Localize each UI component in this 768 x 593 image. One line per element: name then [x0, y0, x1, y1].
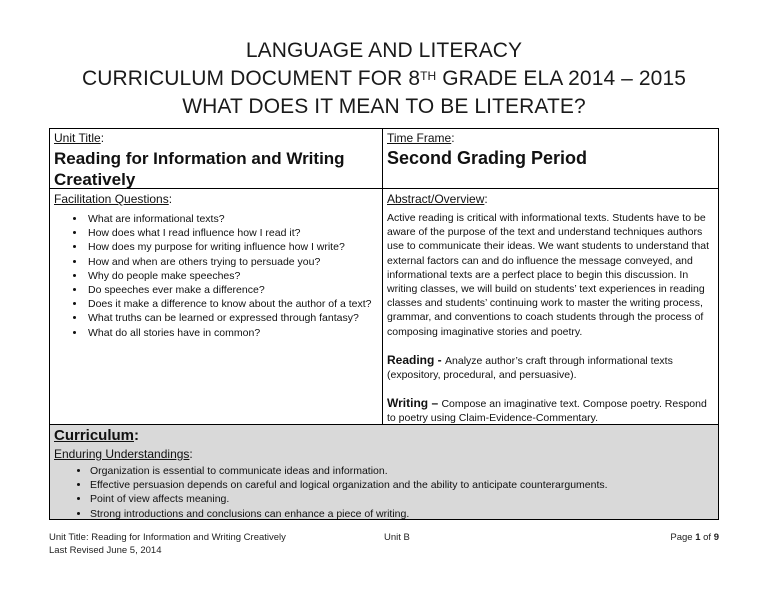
footer-page-number: Page 1 of 9 [670, 532, 719, 543]
unit-title-cell [54, 131, 378, 190]
question-item: • Do speeches ever make a difference? [86, 283, 376, 297]
question-item: • How does what I read influence how I read it? [86, 226, 376, 240]
question-item: • Why do people make speeches? [86, 269, 376, 283]
doc-title-line2 [0, 65, 768, 92]
understanding-item: • Organization is essential to communicate ideas and information. [90, 464, 714, 478]
time-frame-cell [387, 131, 715, 169]
understanding-item: • Effective persuasion depends on careful and logical organization and the ability to anticipate counterarguments. [90, 478, 714, 492]
enduring-understandings-label: Enduring Understandings: [54, 447, 193, 461]
reading-text: Analyze author’s craft through informational texts (expository, procedural, and persuasive). [387, 354, 673, 382]
reading-label: Reading - [387, 352, 446, 367]
footer-left [49, 531, 286, 557]
facilitation-list [54, 212, 376, 340]
unit-title-value: Reading for Information and Writing Creatively [54, 149, 345, 189]
overview-text: Active reading is critical with informational texts. Students have to be aware of the purpose of the text and understand techniques authors use to communicate their ideas. We want students to understand that external factors can and do influence the message conveyed, and informational texts are a perfect place to begin this discussion. In writing classes, we will build on students’ text experiences in reading classes and students’ continuing work to master the writing process, grammar, and conventions to coach students through the process of composing imaginative stories and poetry. [387, 212, 709, 338]
footer-unit: Unit B [384, 532, 410, 543]
understanding-item: • Point of view affects meaning. [90, 492, 714, 506]
unit-title-label: Unit Title: [54, 131, 105, 145]
question-item: • What do all stories have in common? [86, 326, 376, 340]
doc-title-line3: WHAT DOES IT MEAN TO BE LITERATE? [182, 95, 586, 118]
curriculum-cell [54, 427, 714, 521]
question-item: • What truths can be learned or expressed through fantasy? [86, 311, 376, 325]
facilitation-label: Facilitation Questions: [54, 192, 173, 206]
question-item: • How and when are others trying to persuade you? [86, 255, 376, 269]
title-superscript: TH [420, 69, 437, 83]
time-frame-value: Second Grading Period [387, 148, 588, 168]
curriculum-heading: Curriculum: [54, 427, 140, 444]
facilitation-questions-cell [54, 192, 376, 340]
title-line2-rest: GRADE ELA 2014 – 2015 [436, 67, 687, 90]
question-item: • What are informational texts? [86, 212, 376, 226]
overview-cell [387, 192, 715, 426]
reading-focus [387, 353, 715, 382]
writing-label: Writing – [387, 396, 442, 411]
understanding-item: • Strong introductions and conclusions can enhance a piece of writing. [90, 507, 714, 521]
writing-text: Compose an imaginative text. Compose poetry. Respond to poetry using Claim-Evidence-Commentary. [387, 398, 707, 425]
doc-title-line1: LANGUAGE AND LITERACY [245, 39, 523, 62]
writing-focus [387, 396, 715, 425]
footer-unit-title: Unit Title: Reading for Information and Writing Creatively [49, 532, 286, 543]
overview-label: Abstract/Overview: [387, 192, 488, 206]
question-item: • Does it make a difference to know about the author of a text? [86, 297, 376, 311]
time-frame-label: Time Frame: [387, 131, 455, 145]
column-divider [382, 129, 383, 424]
footer-last-revised: Last Revised June 5, 2014 [49, 545, 162, 556]
title-line2-main: CURRICULUM DOCUMENT FOR 8 [81, 67, 421, 90]
curriculum-table [49, 128, 719, 520]
enduring-understandings-list [54, 464, 714, 521]
question-item: • How does my purpose for writing influence how I write? [86, 240, 376, 254]
